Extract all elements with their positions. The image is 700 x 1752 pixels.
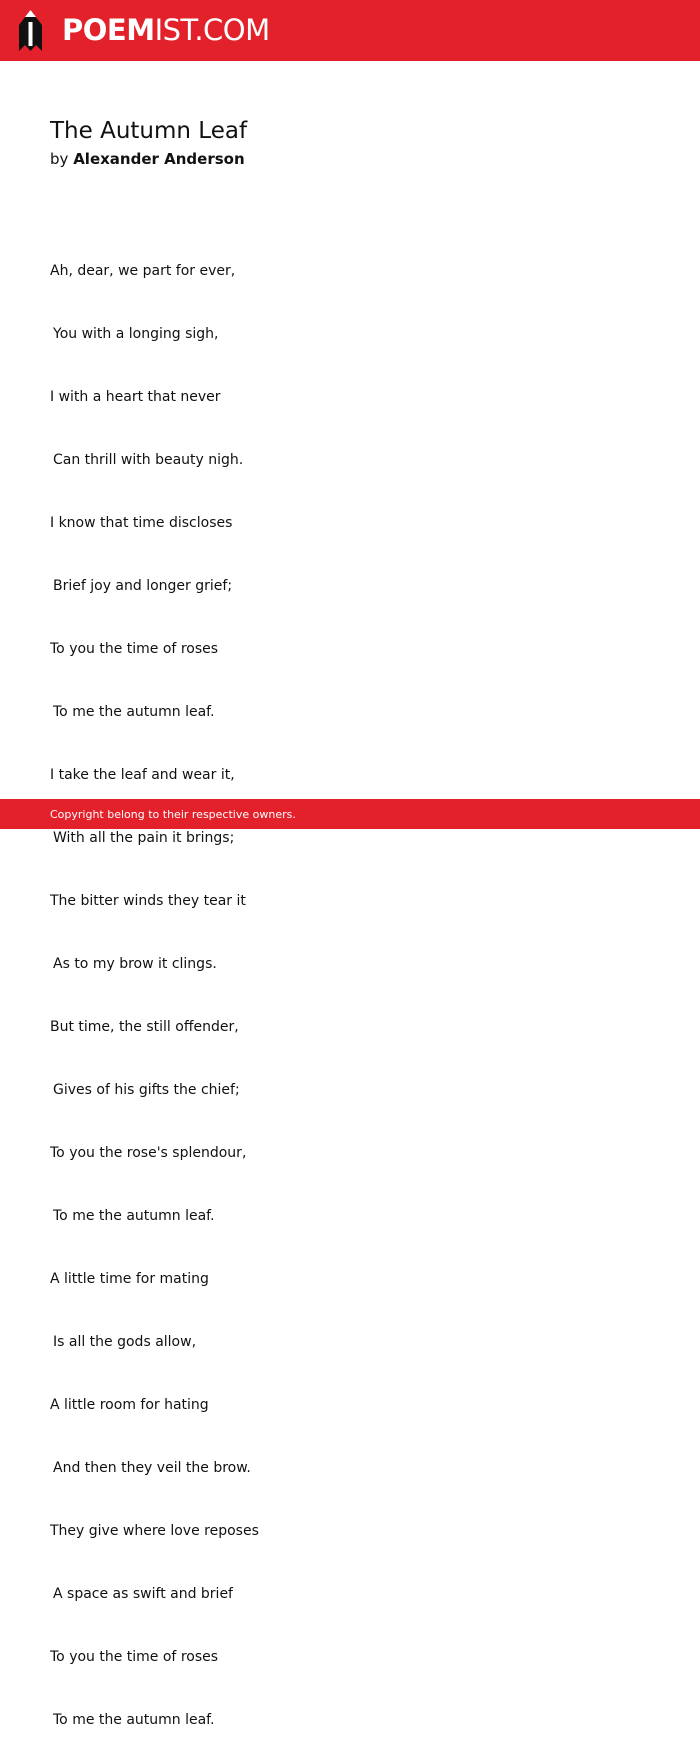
- poem-line: To you the rose's splendour,: [50, 1145, 247, 1161]
- site-header: [0, 0, 700, 61]
- author-name: Alexander Anderson: [73, 150, 245, 168]
- poem-line: To me the autumn leaf.: [53, 704, 215, 720]
- copyright-text: Copyright belong to their respective owners.: [50, 808, 296, 821]
- poem-line: Brief joy and longer grief;: [53, 578, 233, 594]
- poem-line: You with a longing sigh,: [53, 326, 219, 342]
- poem-line: A little room for hating: [50, 1397, 209, 1413]
- pencil-icon[interactable]: [18, 10, 43, 51]
- poem-line: To you the time of roses: [50, 1649, 219, 1665]
- poem-line: And then they veil the brow.: [53, 1460, 251, 1476]
- poem-line: The bitter winds they tear it: [50, 893, 246, 909]
- by-label: by: [50, 150, 69, 168]
- logo-bold-text: POEM: [62, 13, 155, 47]
- poem-line: As to my brow it clings.: [53, 956, 217, 972]
- poem-line: To you the time of roses: [50, 641, 219, 657]
- poem-line: With all the pain it brings;: [53, 830, 235, 846]
- poem-body: [50, 219, 259, 1752]
- poem-line: Ah, dear, we part for ever,: [50, 263, 236, 279]
- poem-line: A little time for mating: [50, 1271, 209, 1287]
- poem-line: I know that time discloses: [50, 515, 233, 531]
- site-footer: [0, 799, 700, 829]
- poem-line: Is all the gods allow,: [53, 1334, 197, 1350]
- poem-line: Gives of his gifts the chief;: [53, 1082, 240, 1098]
- poem-title: The Autumn Leaf: [50, 118, 248, 144]
- poem-line: A space as swift and brief: [53, 1586, 233, 1602]
- poem-line: To me the autumn leaf.: [53, 1712, 215, 1728]
- byline: [50, 148, 245, 170]
- poem-line: I with a heart that never: [50, 389, 221, 405]
- poem-line: Can thrill with beauty nigh.: [53, 452, 244, 468]
- poem-line: To me the autumn leaf.: [53, 1208, 215, 1224]
- site-logo[interactable]: [62, 12, 270, 48]
- poem-line: I take the leaf and wear it,: [50, 767, 235, 783]
- poem-line: But time, the still offender,: [50, 1019, 239, 1035]
- poem-line: They give where love reposes: [50, 1523, 259, 1539]
- logo-light-text: IST.COM: [154, 13, 270, 47]
